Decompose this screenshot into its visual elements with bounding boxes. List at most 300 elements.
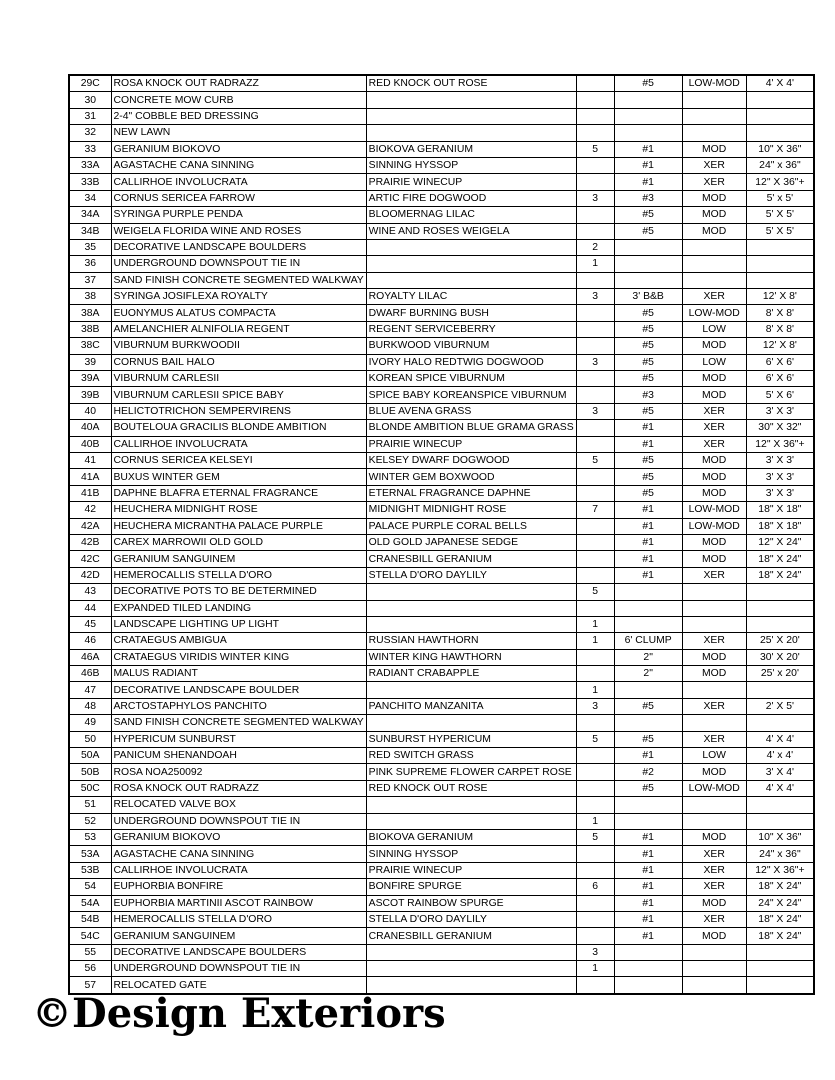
table-row xyxy=(69,666,814,682)
common-name-cell xyxy=(366,256,576,272)
dimensions-cell xyxy=(746,616,814,632)
common-name-cell: REGENT SERVICEBERRY xyxy=(366,321,576,337)
quantity-cell: 7 xyxy=(576,502,614,518)
quantity-cell: 5 xyxy=(576,452,614,468)
common-name-cell: PALACE PURPLE CORAL BELLS xyxy=(366,518,576,534)
key-cell: 37 xyxy=(69,272,111,288)
table-row xyxy=(69,92,814,108)
quantity-cell xyxy=(576,649,614,665)
botanical-name-cell: ROSA NOA250092 xyxy=(111,764,366,780)
common-name-cell xyxy=(366,797,576,813)
quantity-cell: 6 xyxy=(576,879,614,895)
quantity-cell: 5 xyxy=(576,141,614,157)
key-cell: 32 xyxy=(69,125,111,141)
botanical-name-cell: 2-4" COBBLE BED DRESSING xyxy=(111,108,366,124)
size-cell xyxy=(614,682,682,698)
size-cell: #1 xyxy=(614,436,682,452)
common-name-cell: ARTIC FIRE DOGWOOD xyxy=(366,190,576,206)
table-row xyxy=(69,584,814,600)
table-row xyxy=(69,190,814,206)
common-name-cell: WINE AND ROSES WEIGELA xyxy=(366,223,576,239)
common-name-cell: MIDNIGHT MIDNIGHT ROSE xyxy=(366,502,576,518)
key-cell: 33B xyxy=(69,174,111,190)
common-name-cell xyxy=(366,715,576,731)
quantity-cell xyxy=(576,715,614,731)
water-use-cell xyxy=(682,977,746,994)
key-cell: 38 xyxy=(69,289,111,305)
size-cell: #3 xyxy=(614,387,682,403)
key-cell: 42D xyxy=(69,567,111,583)
water-use-cell: XER xyxy=(682,879,746,895)
table-row xyxy=(69,600,814,616)
quantity-cell xyxy=(576,600,614,616)
quantity-cell xyxy=(576,157,614,173)
size-cell: #5 xyxy=(614,75,682,92)
quantity-cell xyxy=(576,272,614,288)
size-cell: #1 xyxy=(614,846,682,862)
size-cell: #5 xyxy=(614,485,682,501)
table-row xyxy=(69,928,814,944)
quantity-cell: 1 xyxy=(576,256,614,272)
botanical-name-cell: CORNUS BAIL HALO xyxy=(111,354,366,370)
botanical-name-cell: GERANIUM BIOKOVO xyxy=(111,141,366,157)
key-cell: 55 xyxy=(69,944,111,960)
table-row xyxy=(69,911,814,927)
botanical-name-cell: CALLIRHOE INVOLUCRATA xyxy=(111,436,366,452)
botanical-name-cell: SAND FINISH CONCRETE SEGMENTED WALKWAY xyxy=(111,715,366,731)
botanical-name-cell: CAREX MARROWII OLD GOLD xyxy=(111,534,366,550)
water-use-cell: XER xyxy=(682,403,746,419)
size-cell: #1 xyxy=(614,895,682,911)
botanical-name-cell: GERANIUM SANGUINEM xyxy=(111,928,366,944)
key-cell: 50 xyxy=(69,731,111,747)
water-use-cell: MOD xyxy=(682,551,746,567)
table-row xyxy=(69,895,814,911)
common-name-cell: WINTER GEM BOXWOOD xyxy=(366,469,576,485)
water-use-cell: MOD xyxy=(682,764,746,780)
dimensions-cell: 18" X 18" xyxy=(746,502,814,518)
key-cell: 42C xyxy=(69,551,111,567)
botanical-name-cell: VIBURNUM CARLESII SPICE BABY xyxy=(111,387,366,403)
botanical-name-cell: EUPHORBIA MARTINII ASCOT RAINBOW xyxy=(111,895,366,911)
common-name-cell xyxy=(366,584,576,600)
dimensions-cell: 25' x 20' xyxy=(746,666,814,682)
quantity-cell xyxy=(576,338,614,354)
size-cell xyxy=(614,600,682,616)
table-row xyxy=(69,125,814,141)
size-cell xyxy=(614,108,682,124)
water-use-cell: XER xyxy=(682,633,746,649)
water-use-cell: LOW xyxy=(682,354,746,370)
botanical-name-cell: EUPHORBIA BONFIRE xyxy=(111,879,366,895)
botanical-name-cell: ROSA KNOCK OUT RADRAZZ xyxy=(111,780,366,796)
quantity-cell xyxy=(576,420,614,436)
botanical-name-cell: CONCRETE MOW CURB xyxy=(111,92,366,108)
common-name-cell: ETERNAL FRAGRANCE DAPHNE xyxy=(366,485,576,501)
size-cell: #5 xyxy=(614,698,682,714)
water-use-cell xyxy=(682,682,746,698)
table-row xyxy=(69,715,814,731)
dimensions-cell: 8' X 8' xyxy=(746,321,814,337)
common-name-cell xyxy=(366,600,576,616)
key-cell: 50C xyxy=(69,780,111,796)
table-row xyxy=(69,649,814,665)
water-use-cell: MOD xyxy=(682,534,746,550)
common-name-cell: SINNING HYSSOP xyxy=(366,846,576,862)
common-name-cell: IVORY HALO REDTWIG DOGWOOD xyxy=(366,354,576,370)
common-name-cell xyxy=(366,944,576,960)
common-name-cell xyxy=(366,813,576,829)
dimensions-cell: 4' X 4' xyxy=(746,731,814,747)
dimensions-cell: 2' X 5' xyxy=(746,698,814,714)
common-name-cell xyxy=(366,239,576,255)
key-cell: 29C xyxy=(69,75,111,92)
quantity-cell xyxy=(576,780,614,796)
table-row xyxy=(69,829,814,845)
table-row xyxy=(69,633,814,649)
common-name-cell: BIOKOVA GERANIUM xyxy=(366,829,576,845)
water-use-cell: MOD xyxy=(682,928,746,944)
table-row xyxy=(69,108,814,124)
dimensions-cell: 4' X 4' xyxy=(746,780,814,796)
quantity-cell: 1 xyxy=(576,633,614,649)
botanical-name-cell: CRATAEGUS AMBIGUA xyxy=(111,633,366,649)
quantity-cell xyxy=(576,321,614,337)
dimensions-cell: 18" X 24" xyxy=(746,551,814,567)
water-use-cell xyxy=(682,944,746,960)
water-use-cell: XER xyxy=(682,862,746,878)
size-cell: #5 xyxy=(614,354,682,370)
botanical-name-cell: BOUTELOUA GRACILIS BLONDE AMBITION xyxy=(111,420,366,436)
quantity-cell: 5 xyxy=(576,584,614,600)
table-row xyxy=(69,567,814,583)
dimensions-cell: 24" x 36" xyxy=(746,157,814,173)
water-use-cell: MOD xyxy=(682,649,746,665)
dimensions-cell: 12" X 24" xyxy=(746,534,814,550)
size-cell: #5 xyxy=(614,371,682,387)
size-cell: #1 xyxy=(614,862,682,878)
dimensions-cell: 18" X 24" xyxy=(746,879,814,895)
dimensions-cell xyxy=(746,256,814,272)
botanical-name-cell: RELOCATED GATE xyxy=(111,977,366,994)
botanical-name-cell: EXPANDED TILED LANDING xyxy=(111,600,366,616)
size-cell: 3' B&B xyxy=(614,289,682,305)
key-cell: 41 xyxy=(69,452,111,468)
key-cell: 43 xyxy=(69,584,111,600)
common-name-cell xyxy=(366,125,576,141)
size-cell xyxy=(614,92,682,108)
key-cell: 42B xyxy=(69,534,111,550)
common-name-cell xyxy=(366,616,576,632)
dimensions-cell: 3' X 4' xyxy=(746,764,814,780)
quantity-cell xyxy=(576,797,614,813)
botanical-name-cell: GERANIUM BIOKOVO xyxy=(111,829,366,845)
key-cell: 38B xyxy=(69,321,111,337)
dimensions-cell: 10" X 36" xyxy=(746,141,814,157)
common-name-cell: BONFIRE SPURGE xyxy=(366,879,576,895)
quantity-cell: 3 xyxy=(576,354,614,370)
botanical-name-cell: VIBURNUM CARLESII xyxy=(111,371,366,387)
botanical-name-cell: CORNUS SERICEA KELSEYI xyxy=(111,452,366,468)
key-cell: 53A xyxy=(69,846,111,862)
botanical-name-cell: DECORATIVE LANDSCAPE BOULDERS xyxy=(111,944,366,960)
key-cell: 31 xyxy=(69,108,111,124)
size-cell: #2 xyxy=(614,764,682,780)
table-row xyxy=(69,239,814,255)
botanical-name-cell: UNDERGROUND DOWNSPOUT TIE IN xyxy=(111,256,366,272)
water-use-cell: MOD xyxy=(682,452,746,468)
water-use-cell xyxy=(682,616,746,632)
quantity-cell xyxy=(576,387,614,403)
key-cell: 35 xyxy=(69,239,111,255)
dimensions-cell: 25' X 20' xyxy=(746,633,814,649)
table-row xyxy=(69,944,814,960)
quantity-cell xyxy=(576,92,614,108)
size-cell: #1 xyxy=(614,534,682,550)
key-cell: 30 xyxy=(69,92,111,108)
water-use-cell: XER xyxy=(682,698,746,714)
table-row xyxy=(69,289,814,305)
dimensions-cell: 8' X 8' xyxy=(746,305,814,321)
key-cell: 48 xyxy=(69,698,111,714)
water-use-cell xyxy=(682,92,746,108)
quantity-cell xyxy=(576,846,614,862)
quantity-cell xyxy=(576,895,614,911)
table-row xyxy=(69,420,814,436)
dimensions-cell xyxy=(746,125,814,141)
common-name-cell: SUNBURST HYPERICUM xyxy=(366,731,576,747)
dimensions-cell xyxy=(746,682,814,698)
key-cell: 34B xyxy=(69,223,111,239)
table-row xyxy=(69,862,814,878)
size-cell: #1 xyxy=(614,420,682,436)
quantity-cell: 1 xyxy=(576,616,614,632)
key-cell: 33A xyxy=(69,157,111,173)
size-cell: #5 xyxy=(614,321,682,337)
common-name-cell: DWARF BURNING BUSH xyxy=(366,305,576,321)
botanical-name-cell: BUXUS WINTER GEM xyxy=(111,469,366,485)
common-name-cell xyxy=(366,272,576,288)
dimensions-cell: 3' X 3' xyxy=(746,485,814,501)
quantity-cell xyxy=(576,371,614,387)
dimensions-cell xyxy=(746,600,814,616)
botanical-name-cell: HYPERICUM SUNBURST xyxy=(111,731,366,747)
botanical-name-cell: ROSA KNOCK OUT RADRAZZ xyxy=(111,75,366,92)
water-use-cell: MOD xyxy=(682,666,746,682)
table-row xyxy=(69,256,814,272)
size-cell: #5 xyxy=(614,780,682,796)
size-cell: #5 xyxy=(614,403,682,419)
common-name-cell: SPICE BABY KOREANSPICE VIBURNUM xyxy=(366,387,576,403)
table-row xyxy=(69,748,814,764)
size-cell: #1 xyxy=(614,911,682,927)
quantity-cell xyxy=(576,928,614,944)
quantity-cell: 1 xyxy=(576,961,614,977)
size-cell: #3 xyxy=(614,190,682,206)
water-use-cell: LOW-MOD xyxy=(682,780,746,796)
dimensions-cell: 3' X 3' xyxy=(746,469,814,485)
table-row xyxy=(69,387,814,403)
common-name-cell: KELSEY DWARF DOGWOOD xyxy=(366,452,576,468)
common-name-cell: PRAIRIE WINECUP xyxy=(366,174,576,190)
dimensions-cell: 24" X 24" xyxy=(746,895,814,911)
size-cell: 2" xyxy=(614,649,682,665)
water-use-cell: MOD xyxy=(682,141,746,157)
dimensions-cell xyxy=(746,584,814,600)
common-name-cell xyxy=(366,108,576,124)
water-use-cell: MOD xyxy=(682,387,746,403)
water-use-cell: LOW xyxy=(682,748,746,764)
common-name-cell xyxy=(366,961,576,977)
key-cell: 50A xyxy=(69,748,111,764)
water-use-cell: XER xyxy=(682,174,746,190)
water-use-cell: LOW-MOD xyxy=(682,75,746,92)
common-name-cell: RED SWITCH GRASS xyxy=(366,748,576,764)
dimensions-cell: 12' X 8' xyxy=(746,289,814,305)
botanical-name-cell: CALLIRHOE INVOLUCRATA xyxy=(111,174,366,190)
table-row xyxy=(69,534,814,550)
table-row xyxy=(69,764,814,780)
quantity-cell xyxy=(576,108,614,124)
dimensions-cell: 30' X 20' xyxy=(746,649,814,665)
common-name-cell: PANCHITO MANZANITA xyxy=(366,698,576,714)
botanical-name-cell: PANICUM SHENANDOAH xyxy=(111,748,366,764)
table-row xyxy=(69,403,814,419)
size-cell: #1 xyxy=(614,829,682,845)
table-row xyxy=(69,813,814,829)
table-row xyxy=(69,879,814,895)
water-use-cell xyxy=(682,797,746,813)
quantity-cell: 1 xyxy=(576,682,614,698)
key-cell: 50B xyxy=(69,764,111,780)
water-use-cell: LOW-MOD xyxy=(682,502,746,518)
quantity-cell xyxy=(576,174,614,190)
botanical-name-cell: AMELANCHIER ALNIFOLIA REGENT xyxy=(111,321,366,337)
table-row xyxy=(69,797,814,813)
key-cell: 34A xyxy=(69,207,111,223)
key-cell: 52 xyxy=(69,813,111,829)
water-use-cell: LOW xyxy=(682,321,746,337)
plant-schedule-body xyxy=(69,75,814,994)
water-use-cell: XER xyxy=(682,567,746,583)
quantity-cell xyxy=(576,485,614,501)
dimensions-cell: 6' X 6' xyxy=(746,371,814,387)
size-cell: #5 xyxy=(614,207,682,223)
quantity-cell: 3 xyxy=(576,403,614,419)
common-name-cell: OLD GOLD JAPANESE SEDGE xyxy=(366,534,576,550)
quantity-cell xyxy=(576,207,614,223)
water-use-cell xyxy=(682,813,746,829)
key-cell: 40B xyxy=(69,436,111,452)
key-cell: 42 xyxy=(69,502,111,518)
quantity-cell: 3 xyxy=(576,289,614,305)
botanical-name-cell: UNDERGROUND DOWNSPOUT TIE IN xyxy=(111,961,366,977)
botanical-name-cell: MALUS RADIANT xyxy=(111,666,366,682)
key-cell: 56 xyxy=(69,961,111,977)
quantity-cell: 5 xyxy=(576,731,614,747)
size-cell xyxy=(614,961,682,977)
key-cell: 54C xyxy=(69,928,111,944)
water-use-cell: XER xyxy=(682,436,746,452)
dimensions-cell xyxy=(746,108,814,124)
dimensions-cell: 18" X 18" xyxy=(746,518,814,534)
dimensions-cell xyxy=(746,944,814,960)
water-use-cell xyxy=(682,961,746,977)
size-cell xyxy=(614,813,682,829)
water-use-cell xyxy=(682,272,746,288)
key-cell: 54A xyxy=(69,895,111,911)
water-use-cell: MOD xyxy=(682,469,746,485)
table-row xyxy=(69,780,814,796)
quantity-cell xyxy=(576,551,614,567)
key-cell: 39 xyxy=(69,354,111,370)
key-cell: 40 xyxy=(69,403,111,419)
key-cell: 51 xyxy=(69,797,111,813)
botanical-name-cell: DECORATIVE POTS TO BE DETERMINED xyxy=(111,584,366,600)
common-name-cell: RUSSIAN HAWTHORN xyxy=(366,633,576,649)
key-cell: 41B xyxy=(69,485,111,501)
key-cell: 44 xyxy=(69,600,111,616)
dimensions-cell: 12' X 8' xyxy=(746,338,814,354)
water-use-cell: LOW-MOD xyxy=(682,518,746,534)
water-use-cell: XER xyxy=(682,911,746,927)
dimensions-cell: 3' X 3' xyxy=(746,452,814,468)
water-use-cell: MOD xyxy=(682,190,746,206)
quantity-cell xyxy=(576,223,614,239)
size-cell: #1 xyxy=(614,502,682,518)
water-use-cell: XER xyxy=(682,289,746,305)
common-name-cell: PRAIRIE WINECUP xyxy=(366,436,576,452)
common-name-cell: BLOOMERNAG LILAC xyxy=(366,207,576,223)
size-cell: #5 xyxy=(614,223,682,239)
key-cell: 49 xyxy=(69,715,111,731)
size-cell xyxy=(614,125,682,141)
water-use-cell: MOD xyxy=(682,895,746,911)
table-row xyxy=(69,846,814,862)
size-cell xyxy=(614,715,682,731)
size-cell: #5 xyxy=(614,731,682,747)
quantity-cell xyxy=(576,469,614,485)
table-row xyxy=(69,207,814,223)
dimensions-cell: 4' x 4' xyxy=(746,748,814,764)
botanical-name-cell: GERANIUM SANGUINEM xyxy=(111,551,366,567)
botanical-name-cell: HEMEROCALLIS STELLA D'ORO xyxy=(111,911,366,927)
table-row xyxy=(69,731,814,747)
dimensions-cell xyxy=(746,797,814,813)
water-use-cell: MOD xyxy=(682,207,746,223)
size-cell: #1 xyxy=(614,518,682,534)
size-cell: #1 xyxy=(614,174,682,190)
quantity-cell: 3 xyxy=(576,944,614,960)
size-cell: #5 xyxy=(614,338,682,354)
botanical-name-cell: SYRINGA PURPLE PENDA xyxy=(111,207,366,223)
size-cell: 6' CLUMP xyxy=(614,633,682,649)
key-cell: 42A xyxy=(69,518,111,534)
water-use-cell xyxy=(682,584,746,600)
common-name-cell: CRANESBILL GERANIUM xyxy=(366,928,576,944)
size-cell: 2" xyxy=(614,666,682,682)
dimensions-cell: 24" x 36" xyxy=(746,846,814,862)
dimensions-cell: 5' X 6' xyxy=(746,387,814,403)
size-cell xyxy=(614,797,682,813)
dimensions-cell xyxy=(746,813,814,829)
key-cell: 47 xyxy=(69,682,111,698)
size-cell xyxy=(614,256,682,272)
botanical-name-cell: SYRINGA JOSIFLEXA ROYALTY xyxy=(111,289,366,305)
water-use-cell xyxy=(682,600,746,616)
water-use-cell: LOW-MOD xyxy=(682,305,746,321)
botanical-name-cell: CALLIRHOE INVOLUCRATA xyxy=(111,862,366,878)
